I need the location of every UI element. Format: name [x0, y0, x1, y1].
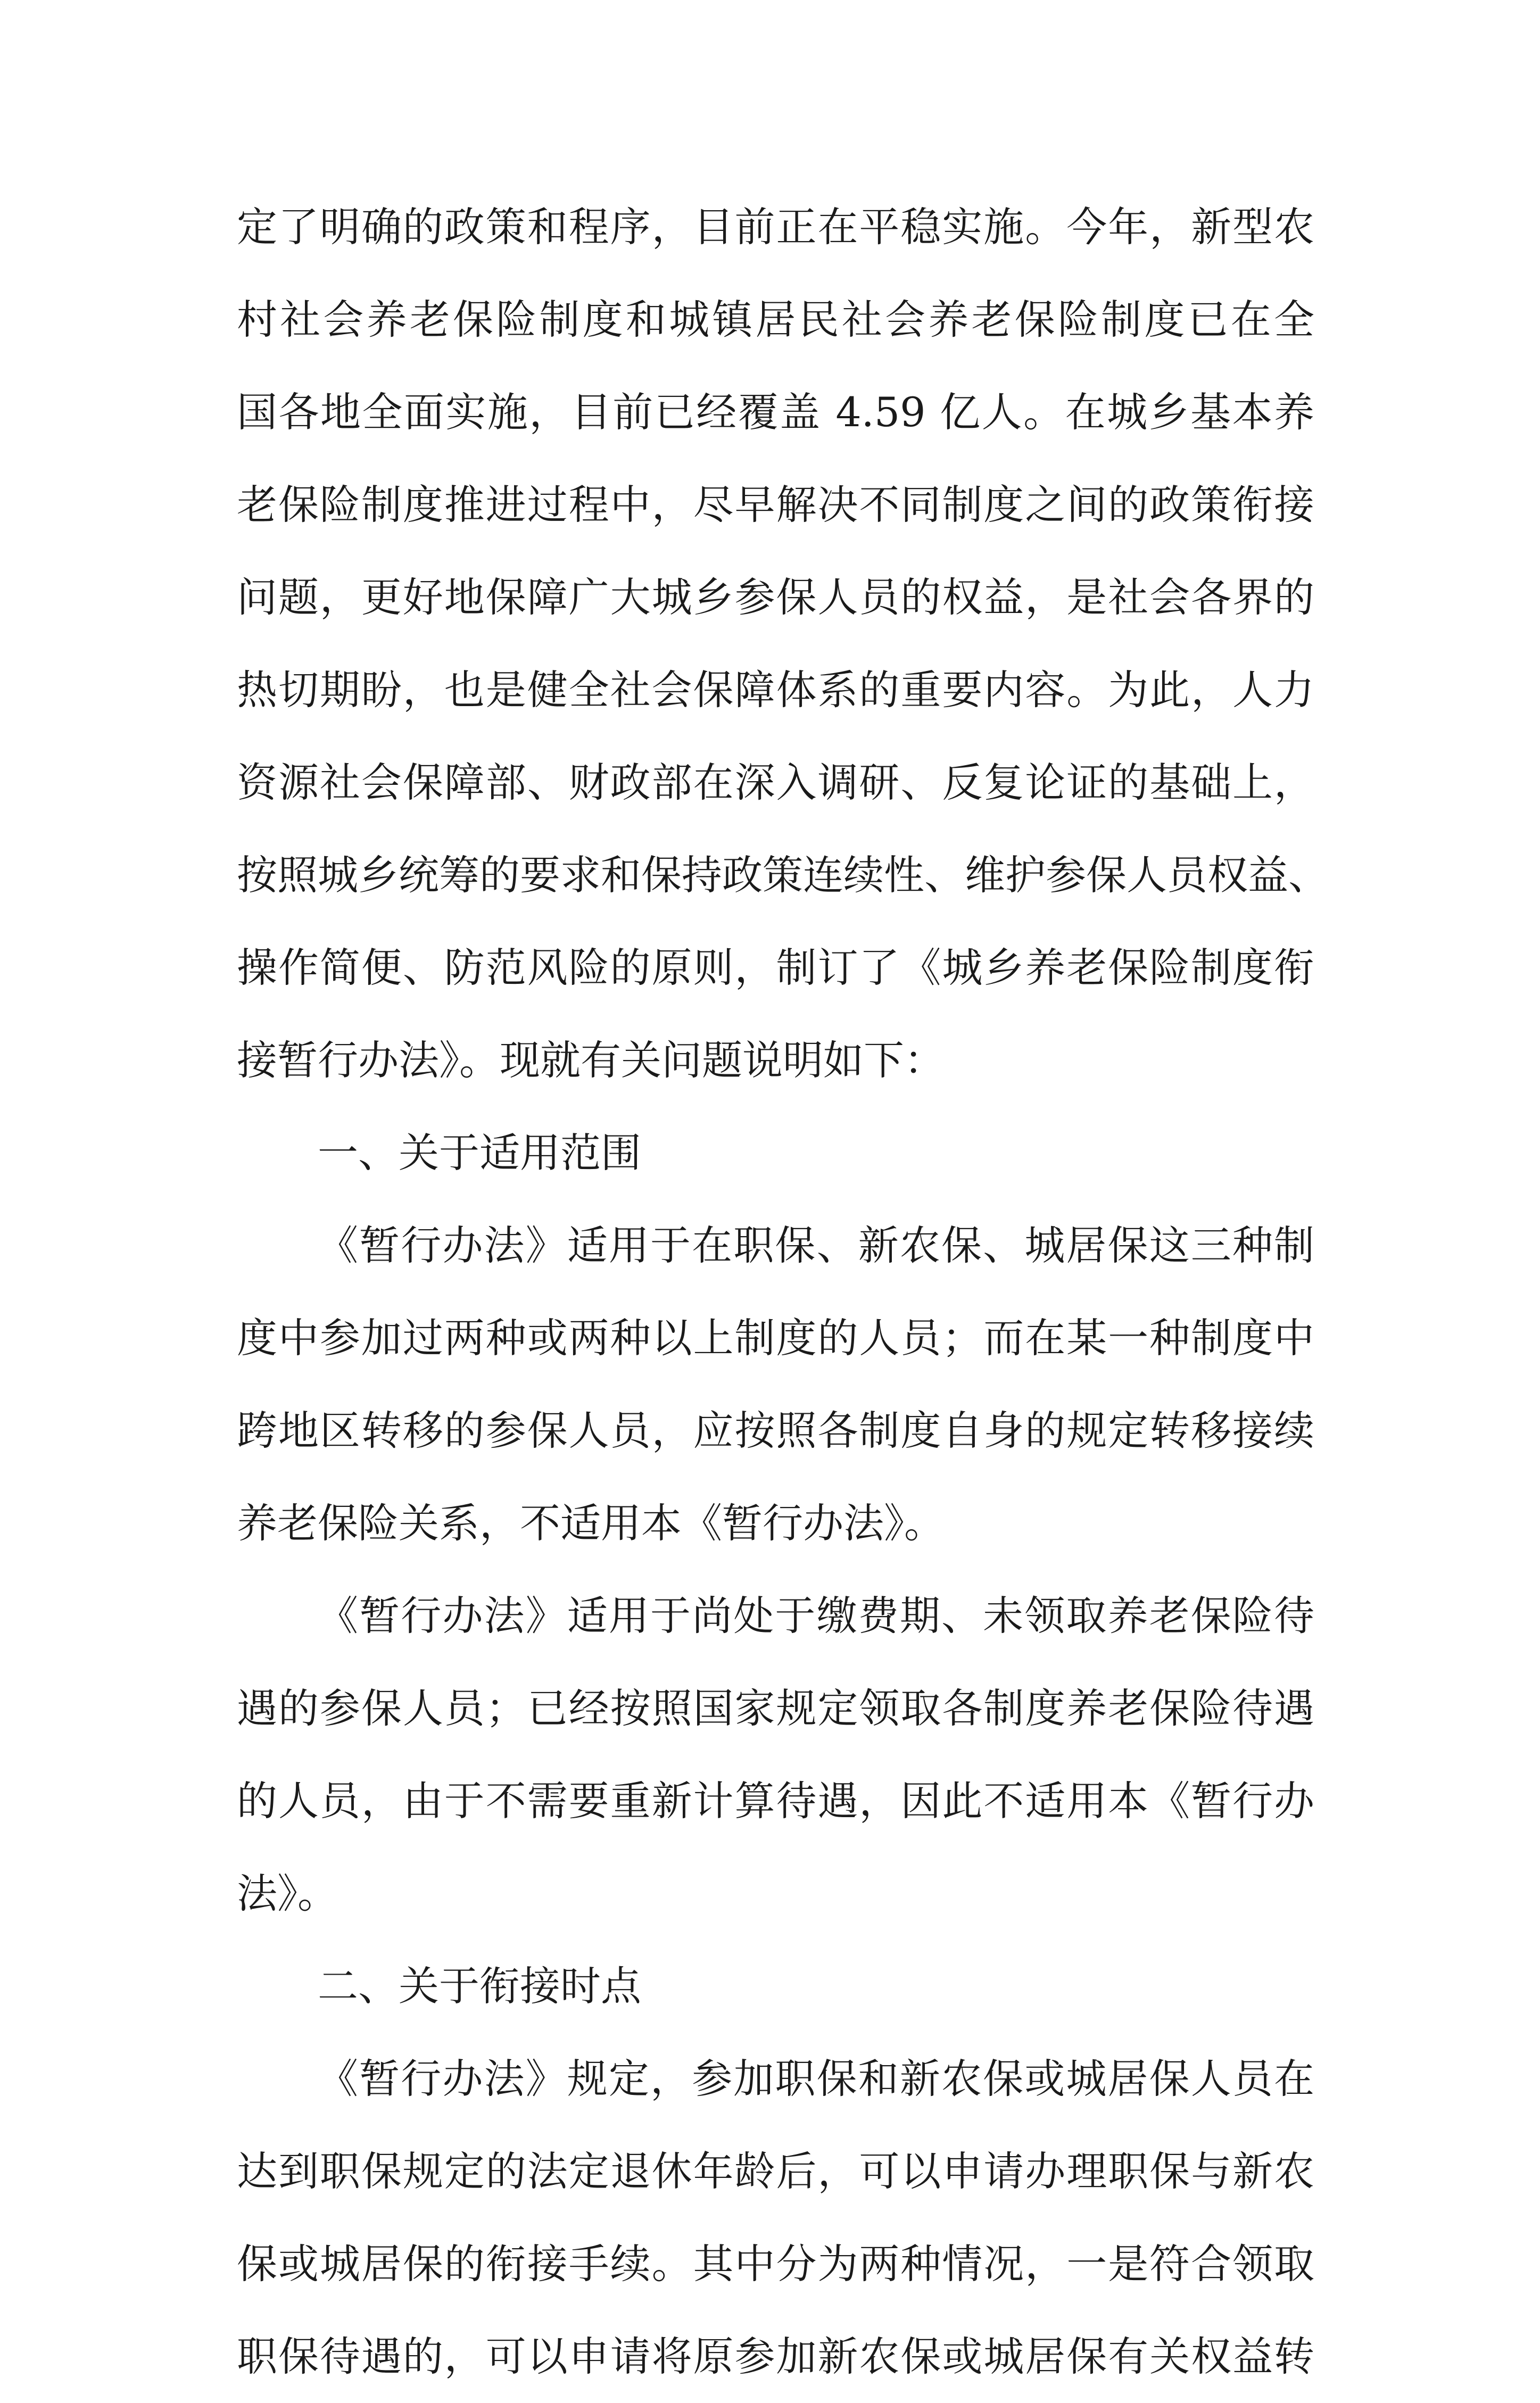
text-line: 接暂行办法》。现就有关问题说明如下：: [237, 1037, 945, 1084]
text-line: 《暂行办法》适用于在职保、新农保、城居保这三种制: [318, 1222, 1314, 1269]
text-line: 问题，更好地保障广大城乡参保人员的权益，是社会各界的: [237, 574, 1314, 621]
text-line: 达到职保规定的法定退休年龄后，可以申请办理职保与新农: [237, 2148, 1314, 2195]
text-line: 的人员，由于不需要重新计算待遇，因此不适用本《暂行办: [237, 1777, 1314, 1825]
text-line: 操作简便、防范风险的原则，制订了《城乡养老保险制度衔: [237, 944, 1314, 991]
text-line: 按照城乡统筹的要求和保持政策连续性、维护参保人员权益、: [237, 851, 1329, 899]
text-line: 跨地区转移的参保人员，应按照各制度自身的规定转移接续: [237, 1407, 1314, 1454]
text-line: 村社会养老保险制度和城镇居民社会养老保险制度已在全: [237, 296, 1314, 343]
document-body: [237, 181, 1329, 2403]
text-line: 养老保险关系，不适用本《暂行办法》。: [237, 1499, 945, 1547]
text-line: 老保险制度推进过程中，尽早解决不同制度之间的政策衔接: [237, 481, 1314, 528]
text-line: 资源社会保障部、财政部在深入调研、反复论证的基础上，: [237, 759, 1314, 806]
section-heading-scope: 一、关于适用范围: [318, 1129, 641, 1176]
text-line: 热切期盼，也是健全社会保障体系的重要内容。为此，人力: [237, 666, 1314, 714]
text-line: 国各地全面实施，目前已经覆盖 4.59 亿人。在城乡基本养: [237, 388, 1314, 436]
text-line: 保或城居保的衔接手续。其中分为两种情况，一是符合领取: [237, 2240, 1314, 2288]
section-heading-timing: 二、关于衔接时点: [318, 1962, 641, 2010]
text-line: 《暂行办法》规定，参加职保和新农保或城居保人员在: [318, 2055, 1314, 2102]
text-line: 遇的参保人员；已经按照国家规定领取各制度养老保险待遇: [237, 1685, 1314, 1732]
text-line: 法》。: [237, 1870, 338, 1917]
text-line: 定了明确的政策和程序，目前正在平稳实施。今年，新型农: [237, 203, 1314, 251]
text-line: 职保待遇的，可以申请将原参加新农保或城居保有关权益转: [237, 2333, 1314, 2380]
text-line: 度中参加过两种或两种以上制度的人员；而在某一种制度中: [237, 1314, 1314, 1362]
text-line: 《暂行办法》适用于尚处于缴费期、未领取养老保险待: [318, 1592, 1314, 1639]
